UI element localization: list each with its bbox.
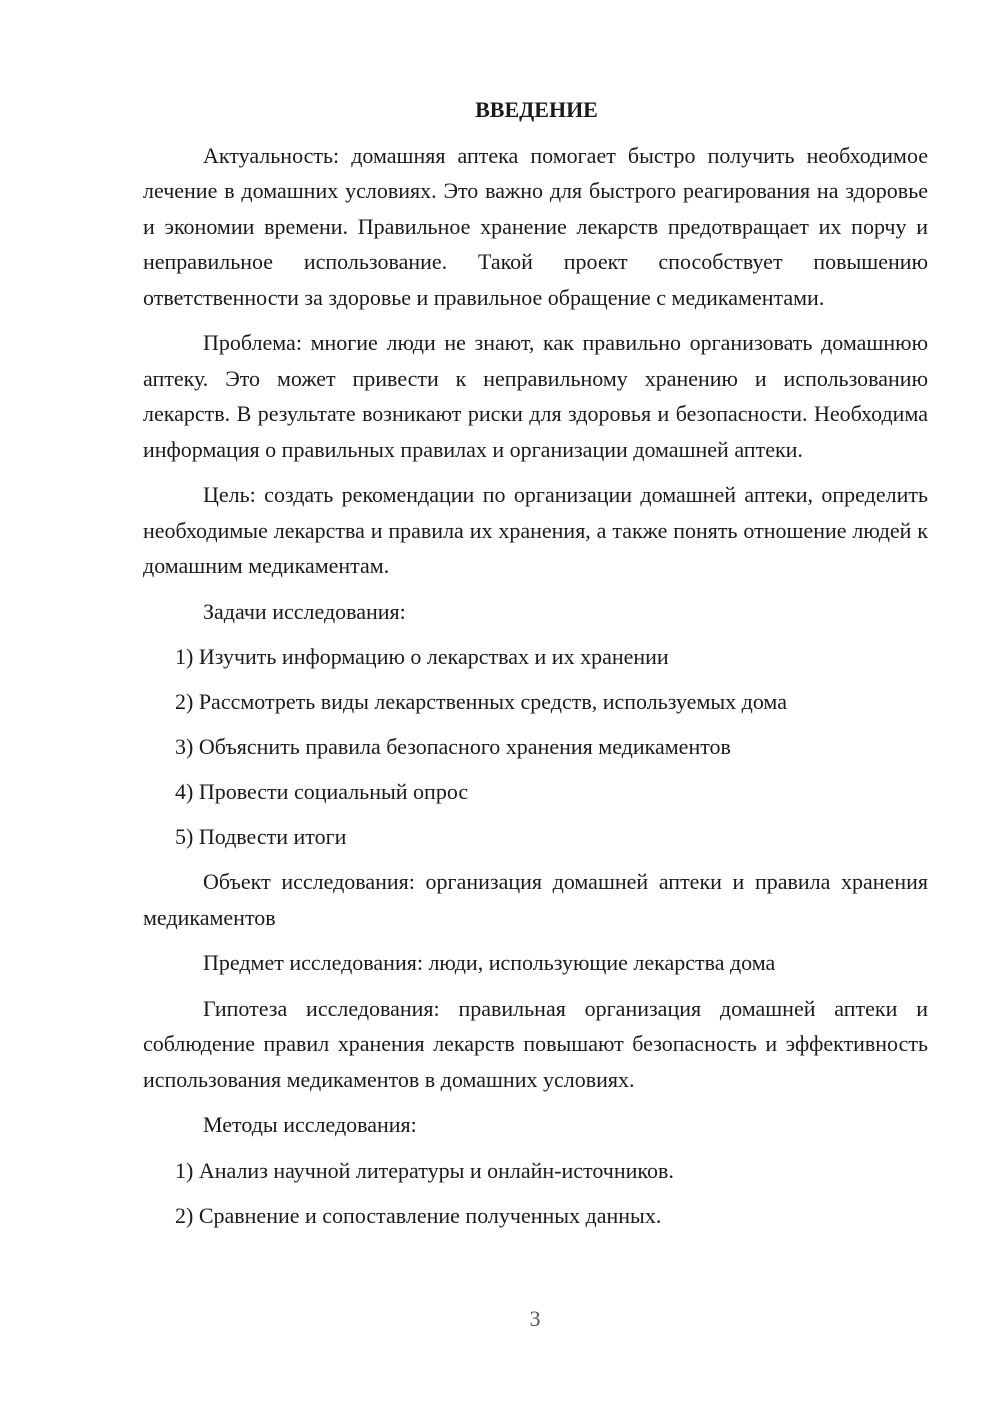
goal-paragraph: Цель: создать рекомендации по организации домашней аптеки, определить необходимые лекарства и правила их хранения, а также понять отношение людей к домашним медикаментам. — [143, 482, 928, 578]
methods-title: Методы исследования: — [203, 1112, 417, 1137]
task-item-4: 4) Провести социальный опрос — [175, 779, 469, 804]
relevance-paragraph: Актуальность: домашняя аптека помогает быстро получить необходимое лечение в домашних условиях. Это важно для быстрого реагирования на здоровье и экономии времени. Правильное хранение лекарств предотвращает их порчу и неправильное использование. Такой проект способствует повышению ответственности за здоровье и правильное обращение с медикаментами. — [143, 142, 928, 310]
section-heading: ВВЕДЕНИЕ — [475, 97, 598, 122]
method-item-2: 2) Сравнение и сопоставление полученных данных. — [175, 1202, 662, 1228]
method-item-1: 1) Анализ научной литературы и онлайн-источников. — [175, 1157, 674, 1183]
object-paragraph: Объект исследования: организация домашней аптеки и правила хранения медикаментов — [143, 869, 928, 930]
subject-paragraph: Предмет исследования: люди, использующие лекарства дома — [203, 950, 776, 975]
task-item-5: 5) Подвести итоги — [175, 824, 347, 849]
tasks-title: Задачи исследования: — [203, 598, 406, 624]
task-item-2: 2) Рассмотреть виды лекарственных средств, используемых дома — [175, 689, 787, 714]
problem-paragraph: Проблема: многие люди не знают, как правильно организовать домашнюю аптеку. Это может привести к неправильному хранению и использованию лекарств. В результате возникают риски для здоровья и безопасности. Необходима информация о правильных правилах и организации домашней аптеки. — [143, 330, 928, 462]
page-number: 3 — [529, 1306, 541, 1331]
task-item-1: 1) Изучить информацию о лекарствах и их хранении — [175, 644, 669, 669]
hypothesis-paragraph: Гипотеза исследования: правильная организация домашней аптеки и соблюдение правил хранения лекарств повышают безопасность и эффективность использования медикаментов в домашних условиях. — [143, 995, 928, 1092]
document-page — [143, 92, 928, 1243]
task-item-3: 3) Объяснить правила безопасного хранения медикаментов — [175, 734, 731, 759]
